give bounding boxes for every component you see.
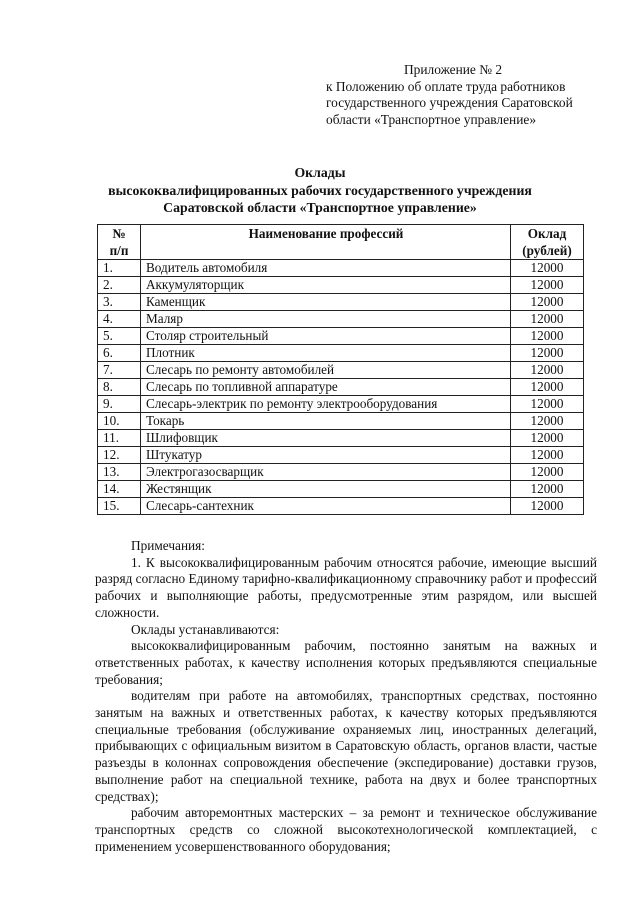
- row-salary: 12000: [511, 464, 584, 481]
- row-salary: 12000: [511, 413, 584, 430]
- header-salary-line1: Оклад: [527, 226, 567, 241]
- title-line: высококвалифицированных рабочих государственного учреждения: [108, 182, 532, 198]
- row-profession: Слесарь-электрик по ремонту электрооборудования: [141, 396, 511, 413]
- row-profession: Электрогазосварщик: [141, 464, 511, 481]
- appendix-line: государственного учреждения Саратовской: [326, 95, 573, 111]
- row-salary: 12000: [511, 447, 584, 464]
- table-body: [98, 260, 584, 515]
- row-salary: 12000: [511, 481, 584, 498]
- row-profession: Водитель автомобиля: [141, 260, 511, 277]
- table-row: [98, 277, 584, 294]
- appendix-line: области «Транспортное управление»: [326, 111, 537, 127]
- row-number: 13.: [98, 464, 141, 481]
- row-profession: Столяр строительный: [141, 328, 511, 345]
- appendix-line: к Положению об оплате труда работников: [326, 78, 566, 94]
- row-number: 8.: [98, 379, 141, 396]
- row-salary: 12000: [511, 396, 584, 413]
- row-number: 1.: [98, 260, 141, 277]
- row-salary: 12000: [511, 294, 584, 311]
- row-profession: Шлифовщик: [141, 430, 511, 447]
- row-number: 12.: [98, 447, 141, 464]
- row-number: 3.: [98, 294, 141, 311]
- row-salary: 12000: [511, 260, 584, 277]
- table-row: [98, 498, 584, 515]
- header-salary-line2: (рублей): [522, 243, 572, 258]
- row-salary: 12000: [511, 362, 584, 379]
- notes-section: [95, 538, 597, 855]
- header-number: [98, 225, 141, 260]
- table-row: [98, 260, 584, 277]
- table-row: [98, 430, 584, 447]
- row-profession: Штукатур: [141, 447, 511, 464]
- table-row: [98, 294, 584, 311]
- document-title: [60, 164, 580, 217]
- note-paragraph: 1. К высококвалифицированным рабочим относятся рабочие, имеющие высший разряд согласно Единому тарифно-квалификационному справочнику работ и профессий рабочих и выполняющие работы, предусмотренные этим разрядом, или высшей сложности.: [95, 554, 597, 620]
- table-row: [98, 345, 584, 362]
- header-salary: [511, 225, 584, 260]
- row-number: 7.: [98, 362, 141, 379]
- header-number-line2: п/п: [109, 243, 129, 258]
- row-number: 11.: [98, 430, 141, 447]
- note-paragraph: Оклады устанавливаются:: [131, 621, 280, 637]
- row-salary: 12000: [511, 345, 584, 362]
- table-row: [98, 413, 584, 430]
- row-number: 10.: [98, 413, 141, 430]
- row-profession: Слесарь по топливной аппаратуре: [141, 379, 511, 396]
- row-number: 15.: [98, 498, 141, 515]
- title-line: Саратовской области «Транспортное управление»: [163, 200, 477, 215]
- row-salary: 12000: [511, 311, 584, 328]
- row-number: 6.: [98, 345, 141, 362]
- row-profession: Плотник: [141, 345, 511, 362]
- table-row: [98, 362, 584, 379]
- row-number: 14.: [98, 481, 141, 498]
- table-row: [98, 396, 584, 413]
- table-row: [98, 311, 584, 328]
- row-salary: 12000: [511, 328, 584, 345]
- row-number: 2.: [98, 277, 141, 294]
- row-profession: Аккумуляторщик: [141, 277, 511, 294]
- row-salary: 12000: [511, 277, 584, 294]
- table-row: [98, 379, 584, 396]
- row-profession: Токарь: [141, 413, 511, 430]
- row-number: 9.: [98, 396, 141, 413]
- header-profession: Наименование профессий: [141, 225, 511, 260]
- table-row: [98, 328, 584, 345]
- note-paragraph: рабочим авторемонтных мастерских – за ремонт и техническое обслуживание транспортных средств со сложной высокотехнологической комплектацией, с применением усовершенствованного оборудования;: [95, 805, 597, 854]
- row-salary: 12000: [511, 379, 584, 396]
- table-row: [98, 447, 584, 464]
- title-line: Оклады: [294, 165, 346, 180]
- row-salary: 12000: [511, 498, 584, 515]
- table-row: [98, 481, 584, 498]
- note-paragraph: водителям при работе на автомобилях, транспортных средствах, постоянно занятым на важных и ответственных работах, к качеству которых предъявляются специальные требования (обслуживание охраняемых лиц, иностранных делегаций, прибывающих с официальным визитом в Саратовскую область, органов власти, частые разъезды в колоннах сопровождения обеспечение (экспедирование) доставки грузов, выполнение работ на специальной технике, работа на двух и более транспортных средствах);: [95, 688, 597, 804]
- row-number: 5.: [98, 328, 141, 345]
- notes-heading: Примечания:: [131, 538, 205, 553]
- table-header-row: [98, 225, 584, 260]
- salary-table: [97, 224, 584, 515]
- row-profession: Каменщик: [141, 294, 511, 311]
- row-profession: Маляр: [141, 311, 511, 328]
- header-number-line1: №: [112, 226, 126, 241]
- row-profession: Слесарь по ремонту автомобилей: [141, 362, 511, 379]
- appendix-number: Приложение № 2: [404, 62, 503, 77]
- row-profession: Жестянщик: [141, 481, 511, 498]
- appendix-header: [326, 62, 616, 128]
- table-row: [98, 464, 584, 481]
- row-profession: Слесарь-сантехник: [141, 498, 511, 515]
- row-number: 4.: [98, 311, 141, 328]
- note-paragraph: высококвалифицированным рабочим, постоянно занятым на важных и ответственных работах, к качеству исполнения которых предъявляются специальные требования;: [95, 638, 597, 687]
- row-salary: 12000: [511, 430, 584, 447]
